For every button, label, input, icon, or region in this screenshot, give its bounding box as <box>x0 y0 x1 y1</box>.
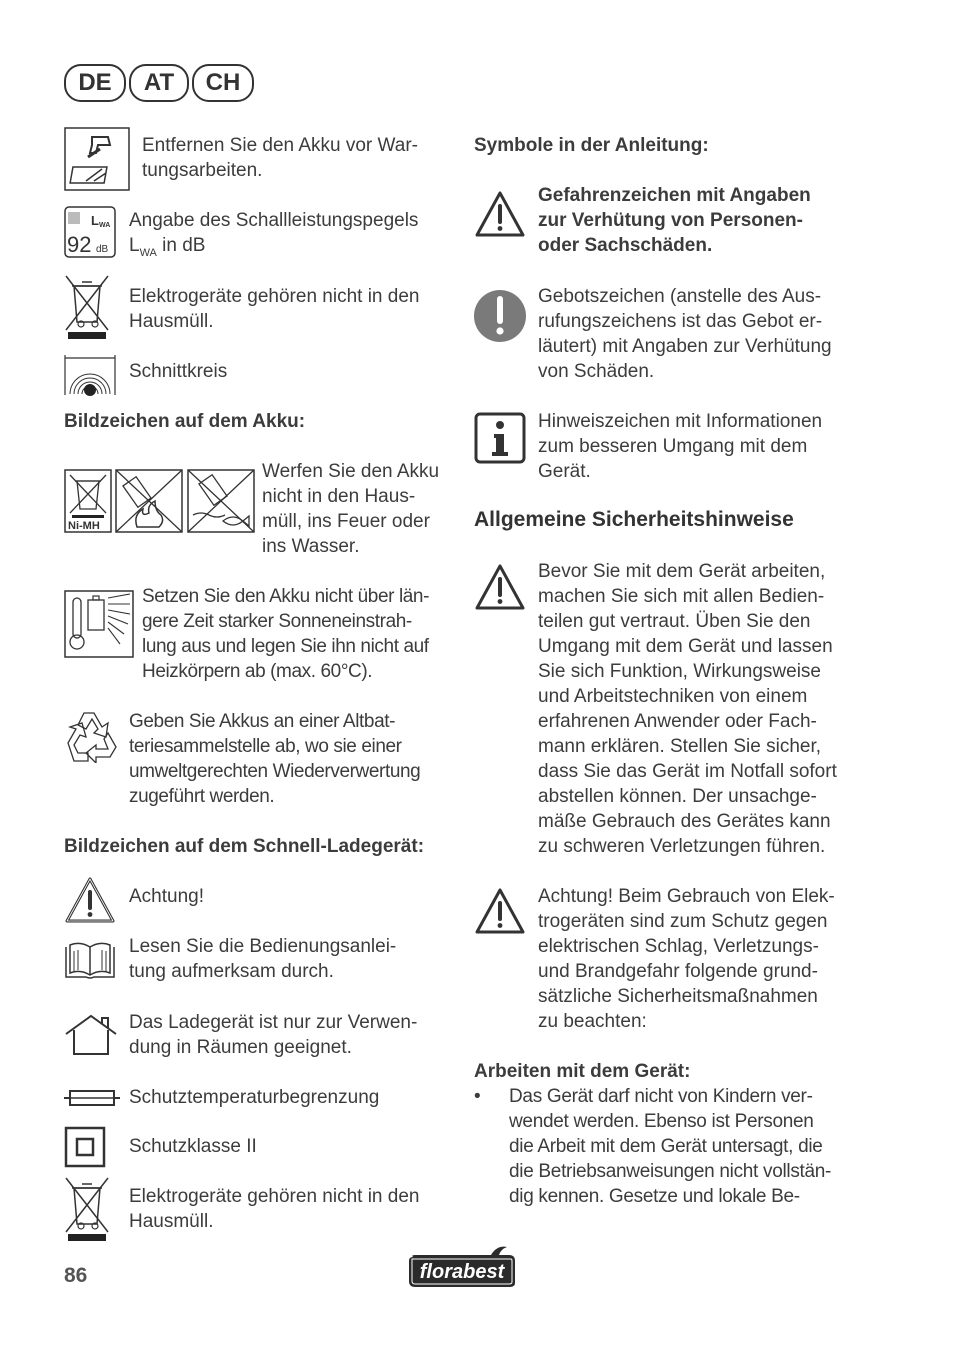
info-sign-text: Hinweiszeichen mit Informationen zum besseren Umgang mit dem Gerät. <box>538 411 823 482</box>
charger-warning-text: Achtung! <box>129 886 204 907</box>
thermal-protection-text: Schutztemperaturbegrenzung <box>129 1087 380 1108</box>
svg-text:L: L <box>91 213 99 228</box>
warning-triangle-icon <box>64 876 116 924</box>
svg-text:WA: WA <box>99 222 111 229</box>
danger-triangle-icon <box>474 190 526 238</box>
brand-logo <box>405 1245 519 1289</box>
battery-heat-icon <box>64 590 134 658</box>
lang-badge-ch: CH <box>192 64 254 102</box>
work-bullet-text: Das Gerät darf nicht von Kindern ver- wendet werden. Ebenso ist Personen die Arbeit mit dem Gerät untersagt, die die Betriebsanweisungen nicht vollstän- dig kennen. Gesetze und lokale Be- <box>509 1086 832 1207</box>
lang-badge-de: DE <box>64 64 126 102</box>
svg-text:92: 92 <box>67 232 92 257</box>
protection-class-text: Schutzklasse II <box>129 1136 257 1157</box>
warning-triangle-icon-general-1 <box>474 563 526 611</box>
read-manual-icon <box>64 941 116 981</box>
svg-text:florabest: florabest <box>419 1261 505 1283</box>
svg-text:Ni-MH: Ni-MH <box>68 520 100 532</box>
recycle-icon <box>64 707 120 763</box>
page-number: 86 <box>64 1264 88 1287</box>
warning-triangle-icon-general-2 <box>474 887 526 935</box>
read-manual-text: Lesen Sie die Bedienungsanlei- tung aufmerksam durch. <box>129 936 397 982</box>
remove-battery-text: Entfernen Sie den Akku vor War- tungsarbeiten. <box>142 135 418 181</box>
nimh-bin-icon <box>64 469 112 533</box>
indoor-house-icon <box>64 1014 118 1056</box>
charger-weee-text: Elektrogeräte gehören nicht in den Hausmüll. <box>129 1186 420 1232</box>
recycle-text: Geben Sie Akkus an einer Altbat- teriesammelstelle ab, wo sie einer umweltgerechten Wiederverwertung zugeführt werden. <box>129 711 421 807</box>
general-safety-heading: Allgemeine Sicherheitshinweise <box>474 508 794 531</box>
sound-level-icon <box>64 206 116 258</box>
battery-heat-text: Setzen Sie den Akku nicht über län- gere Zeit starker Sonneneinstrah- lung aus und legen Sie ihn nicht auf Heizkörpern ab (max. 60°C). <box>142 586 430 682</box>
battery-symbols-heading: Bildzeichen auf dem Akku: <box>64 411 306 432</box>
charger-symbols-heading: Bildzeichen auf dem Schnell-Ladegerät: <box>64 836 425 857</box>
cutting-circle-text: Schnittkreis <box>129 361 228 382</box>
protection-class-two-icon <box>64 1126 106 1168</box>
sound-level-text: Angabe des Schallleistungspegels $L_{WA}$ in dB <box>129 210 419 259</box>
mandatory-sign-icon <box>473 289 527 343</box>
bullet-marker: • <box>474 1086 481 1107</box>
weee-bin-icon-charger <box>64 1176 110 1242</box>
general-safety-text-2: Achtung! Beim Gebrauch von Elek- trogeräten sind zum Schutz gegen elektrischen Schlag, Verletzungs- und Brandgefahr folgende grund- sätzliche Sicherheitsmaßnahmen zu beachten: <box>538 886 835 1032</box>
cutting-circle-icon <box>64 354 116 396</box>
manual-symbols-heading: Symbole in der Anleitung: <box>474 135 709 156</box>
info-sign-icon <box>474 412 526 464</box>
no-water-icon <box>187 469 255 533</box>
remove-battery-icon <box>64 127 130 191</box>
weee-bin-icon <box>64 274 110 340</box>
danger-sign-text: Gefahrenzeichen mit Angaben zur Verhütung von Personen- oder Sachschäden. <box>538 185 811 256</box>
no-fire-icon <box>115 469 183 533</box>
indoor-use-text: Das Ladegerät ist nur zur Verwen- dung in Räumen geeignet. <box>129 1012 418 1058</box>
work-with-device-heading: Arbeiten mit dem Gerät: <box>474 1061 691 1082</box>
mandatory-sign-text: Gebotszeichen (anstelle des Aus- rufungszeichens ist das Gebot er- läutert) mit Angaben zur Verhütung von Schäden. <box>538 286 832 382</box>
lang-badge-at: AT <box>129 64 189 102</box>
svg-text:dB: dB <box>96 244 109 255</box>
weee-text: Elektrogeräte gehören nicht in den Hausmüll. <box>129 286 420 332</box>
general-safety-text-1: Bevor Sie mit dem Gerät arbeiten, machen Sie sich mit allen Bedien- teilen gut vertraut. Üben Sie den Umgang mit dem Gerät und lassen Sie sich Funktion, Wirkungsweise und Arbeitstechniken von einem erfahrenen Anwender oder Fach- mann erklären. Stellen Sie sicher, dass Sie das Gerät im Notfall sofort abstellen können. Der unsachge- mäße Gebrauch des Gerätes kann zu schweren Verletzungen führen. <box>538 561 837 857</box>
battery-disposal-text: Werfen Sie den Akku nicht in den Haus- müll, ins Feuer oder ins Wasser. <box>262 461 440 557</box>
thermal-protection-icon <box>64 1088 120 1108</box>
